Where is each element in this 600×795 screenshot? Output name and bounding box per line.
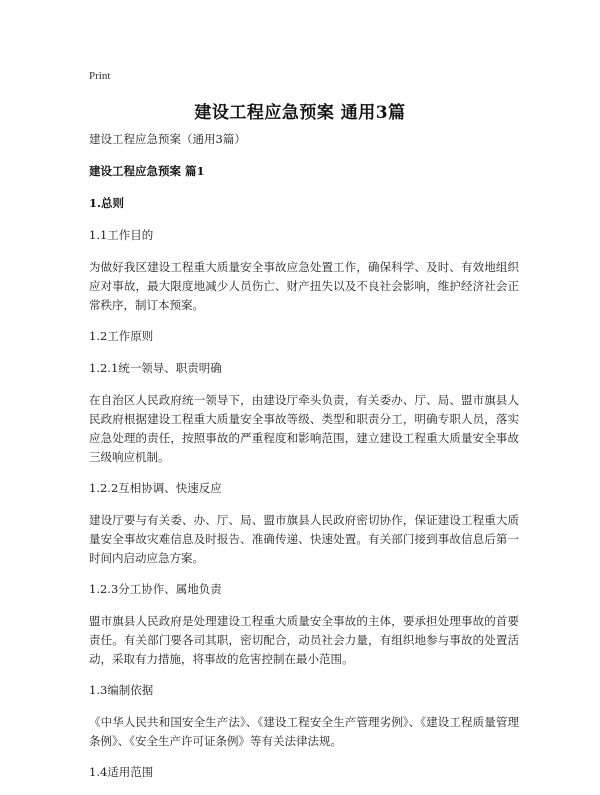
section-1-1-text: 为做好我区建设工程重大质量安全事故应急处置工作，确保科学、及时、有效地组织应对事故，最大限度地减少人员伤亡、财产扭失以及不良社会影响，维护经济社会正常秩序，制订本预案。 — [89, 260, 519, 312]
print-label: Print — [89, 70, 111, 82]
section-1-2-1-heading: 1.2.1统一领导、职责明确 — [89, 361, 222, 375]
section-1-2-3-text: 盟市旗县人民政府是处理建设工程重大质量安全事故的主体，要承担处理事故的首要责任。有关部门要各司其职，密切配合，动员社会力量，有组织地参与事故的处置活动，采取有力措施，将事故的危害控制在最小范围。 — [89, 614, 519, 666]
document-content — [89, 130, 519, 795]
section-1-3-heading: 1.3编制依据 — [89, 683, 154, 697]
section-1-2-2-heading: 1.2.2互相协调、快速反应 — [89, 481, 222, 495]
section-1-1-heading: 1.1工作目的 — [89, 228, 154, 242]
section-1-2-3-heading: 1.2.3分工协作、属地负责 — [89, 582, 222, 596]
section-1-2-heading: 1.2工作原则 — [89, 329, 154, 343]
document-title: 建设工程应急预案 通用3篇 — [194, 103, 406, 123]
document-subtitle: 建设工程应急预案（通用3篇） — [89, 132, 246, 146]
section-1-2-1-text: 在自治区人民政府统一领导下，由建设厅牵头负责，有关委办、厅、局、盟市旗县人民政府根据建设工程重大质量安全事故等级、类型和职责分工，明确专职人员，落实应急处理的责任，按照事故的严重程度和影响范围，建立建设工程重大质量安全事故三级响应机制。 — [89, 393, 519, 464]
section-1-3-text: 《中华人民共和国安全生产法》、《建设工程安全生产管理劣例》、《建设工程质量管理条例》、《安全生产许可证条例》等有关法律法规。 — [89, 715, 519, 748]
section-1-4-heading: 1.4适用范围 — [89, 765, 154, 779]
part-title: 建设工程应急预案 篇1 — [89, 164, 205, 178]
section-1-2-2-text: 建设厅要与有关委、办、厅、局、盟市旗县人民政府密切协作，保证建设工程重大质量安全事故灾难信息及时报告、准确传递、快速处置。有关部门接到事故信息后第一时间内启动应急方案。 — [89, 513, 519, 565]
section-1-heading: 1.总则 — [89, 196, 125, 210]
